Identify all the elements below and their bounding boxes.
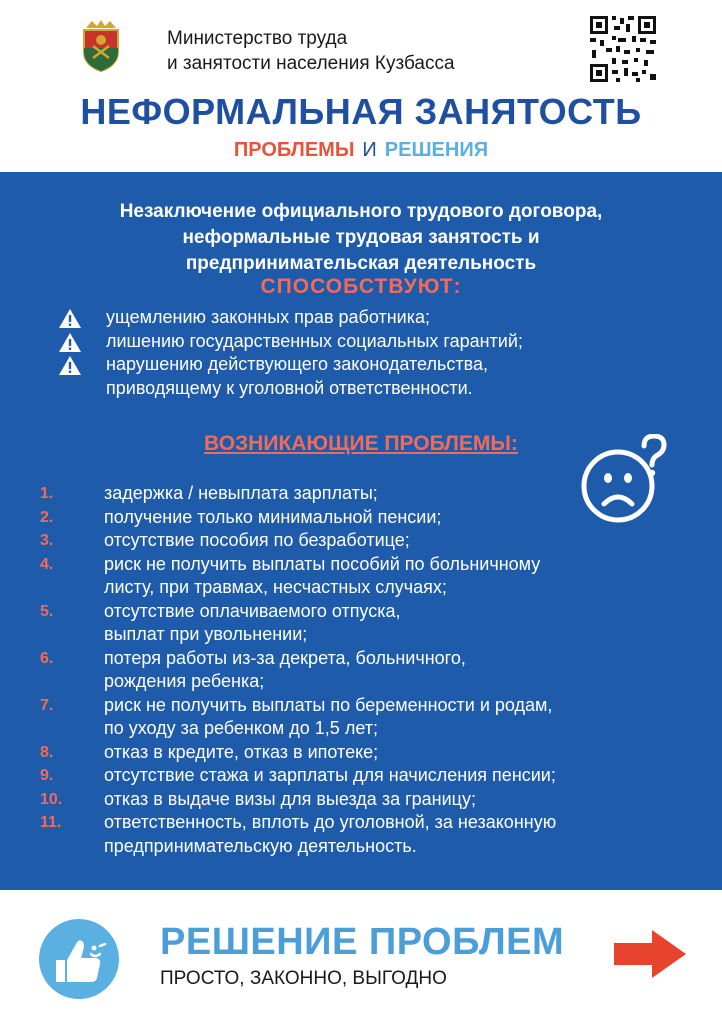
page-subtitle — [0, 137, 722, 163]
list-item — [40, 788, 556, 812]
warning-icon — [58, 355, 82, 376]
intro-line: предпринимательская деятельность — [185, 253, 537, 274]
warning-item — [58, 306, 523, 330]
warning-list — [58, 306, 523, 400]
problem-text: листу, при травмах, несчастных случаях; — [104, 577, 447, 597]
problem-list — [40, 482, 556, 858]
subtitle-and: И — [362, 139, 377, 161]
intro-line: неформальные трудовая занятость и — [182, 227, 540, 248]
problem-text: риск не получить выплаты по беременности и родам, — [104, 694, 553, 715]
contribute-heading: СПОСОБСТВУЮТ: — [260, 275, 462, 298]
coat-of-arms-icon — [78, 18, 124, 72]
problem-text: выплат при увольнении; — [104, 624, 308, 644]
solution-subtitle: ПРОСТО, ЗАКОННО, ВЫГОДНО — [160, 968, 447, 989]
problem-number: 8. — [40, 743, 54, 761]
problem-number: 4. — [40, 555, 54, 573]
warning-icon — [58, 332, 82, 353]
problem-text: потеря работы из-за декрета, больничного, — [104, 647, 466, 668]
ministry-name — [167, 26, 455, 76]
problem-text: отсутствие оплачиваемого отпуска, — [104, 600, 401, 621]
warning-item — [58, 353, 523, 400]
thumbs-up-icon — [38, 918, 120, 1000]
problem-text: отсутствие стажа и зарплаты для начисления пенсии; — [104, 765, 556, 785]
problem-text: задержка / невыплата зарплаты; — [104, 483, 378, 503]
problem-text: отсутствие пособия по безработице; — [104, 530, 410, 550]
warning-text: приводящему к уголовной ответственности. — [106, 377, 473, 398]
intro-line: Незаключение официального трудового договора, — [119, 201, 603, 222]
list-item — [40, 506, 556, 530]
list-item — [40, 741, 556, 765]
sad-face-question-icon — [578, 434, 670, 526]
warning-text: ущемлению законных прав работника; — [106, 307, 430, 327]
list-item — [40, 811, 556, 858]
problem-number: 1. — [40, 485, 54, 502]
footer — [0, 890, 722, 1024]
problem-text: рождения ребенка; — [104, 671, 265, 691]
header — [0, 0, 722, 172]
problem-text: предпринимательскую деятельность. — [104, 835, 417, 856]
list-item — [40, 764, 556, 788]
problem-text: отказ в кредите, отказ в ипотеке; — [104, 741, 379, 762]
subtitle-solutions: РЕШЕНИЯ — [384, 139, 489, 161]
problem-number: 11. — [40, 814, 62, 831]
list-item — [40, 529, 556, 553]
problem-text: риск не получить выплаты пособий по больничному — [104, 553, 541, 574]
problem-text: отказ в выдаче визы для выезда за границу; — [104, 788, 476, 809]
problem-number: 7. — [40, 696, 54, 714]
problem-text: получение только минимальной пенсии; — [104, 506, 442, 527]
problem-number: 6. — [40, 649, 54, 667]
arrow-right-icon[interactable] — [612, 928, 688, 980]
ministry-line-2: и занятости населения Кузбасса — [167, 53, 455, 74]
qr-code-icon[interactable] — [588, 14, 658, 84]
info-panel — [0, 172, 722, 890]
list-item — [40, 694, 556, 741]
list-item — [40, 600, 556, 647]
solution-title: РЕШЕНИЕ ПРОБЛЕМ — [160, 921, 565, 963]
problem-number: 3. — [40, 532, 54, 549]
problem-number: 10. — [40, 790, 63, 808]
problem-number: 9. — [40, 767, 54, 784]
intro-text — [40, 199, 682, 277]
problem-number: 5. — [40, 602, 54, 620]
problem-number: 2. — [40, 508, 54, 526]
warning-item — [58, 330, 523, 354]
list-item — [40, 482, 556, 506]
problem-text: по уходу за ребенком до 1,5 лет; — [104, 718, 378, 738]
problem-text: ответственность, вплоть до уголовной, за незаконную — [104, 812, 557, 832]
warning-text: лишению государственных социальных гарантий; — [106, 330, 523, 351]
warning-icon — [58, 308, 82, 329]
problems-heading: ВОЗНИКАЮЩИЕ ПРОБЛЕМЫ: — [204, 432, 518, 455]
list-item — [40, 553, 556, 600]
warning-text: нарушению действующего законодательства, — [106, 354, 488, 374]
list-item — [40, 647, 556, 694]
page-title: НЕФОРМАЛЬНАЯ ЗАНЯТОСТЬ — [80, 91, 642, 132]
ministry-line-1: Министерство труда — [167, 28, 348, 49]
subtitle-problems: ПРОБЛЕМЫ — [233, 139, 355, 161]
